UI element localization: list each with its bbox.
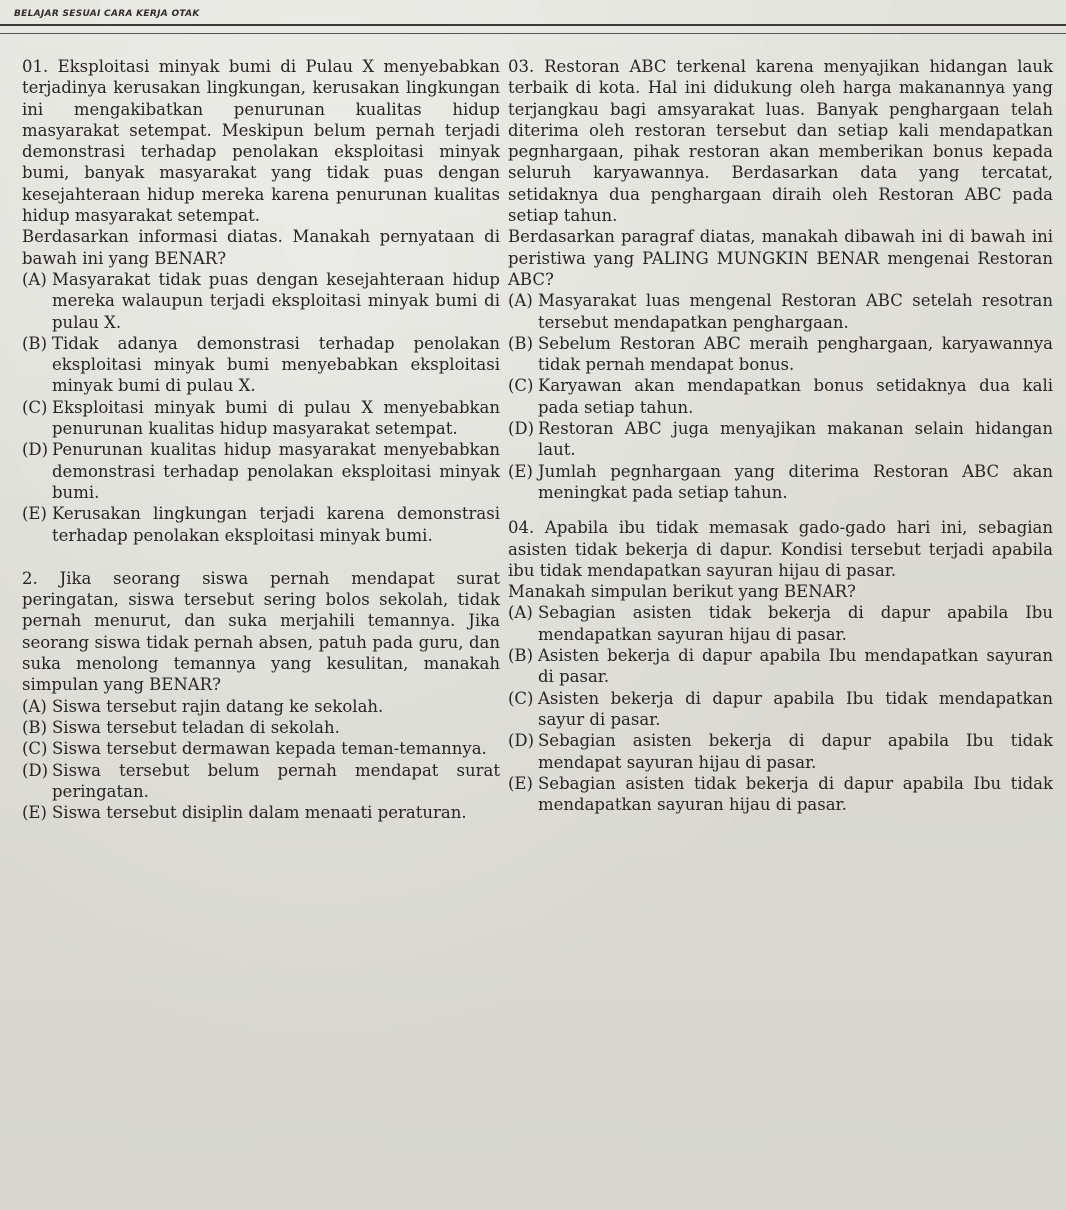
question-stem — [508, 517, 1053, 581]
option-b[interactable] — [508, 333, 1053, 376]
question-2 — [22, 568, 500, 824]
page-header — [0, 0, 1066, 40]
option-text: Asisten bekerja di dapur apabila Ibu tidak mendapatkan sayur di pasar. — [538, 688, 1053, 729]
option-text: Masyarakat luas mengenal Restoran ABC setelah resotran tersebut mendapatkan penghargaan. — [538, 291, 1053, 332]
option-e[interactable] — [22, 503, 500, 546]
option-text: Restoran ABC juga menyajikan makanan selain hidangan laut. — [538, 419, 1053, 460]
option-text: Siswa tersebut rajin datang ke sekolah. — [52, 696, 384, 716]
option-text: Penurunan kualitas hidup masyarakat menyebabkan demonstrasi terhadap penolakan eksploitasi minyak bumi. — [52, 440, 500, 502]
option-a[interactable] — [508, 602, 1053, 645]
option-label: (D) — [22, 760, 49, 780]
option-text: Siswa tersebut disiplin dalam menaati peraturan. — [52, 803, 467, 823]
option-text: Masyarakat tidak puas dengan kesejahteraan hidup mereka walaupun terjadi eksploitasi minyak bumi di pulau X. — [52, 269, 500, 332]
option-c[interactable] — [22, 397, 500, 440]
option-text: Sebagian asisten tidak bekerja di dapur apabila Ibu tidak mendapatkan sayuran hijau di pasar. — [538, 773, 1053, 815]
question-stem-text: Restoran ABC terkenal karena menyajikan hidangan lauk terbaik di kota. Hal ini didukung oleh harga makanannya yang terjangkau bagi amsyarakat luas. Banyak penghargaan telah diterima oleh restoran tersebut dan setiap kali mendapatkan pegnhargaan, pihak restoran akan memberikan bonus kepada seluruh karyawannya. Berdasarkan data yang tercatat, setidaknya dua penghargaan diraih oleh Restoran ABC pada setiap tahun. — [508, 57, 1054, 226]
option-label: (D) — [508, 731, 535, 751]
question-stem — [22, 56, 500, 226]
option-label: (D) — [22, 440, 49, 460]
option-label: (A) — [508, 603, 533, 623]
option-c[interactable] — [22, 738, 500, 759]
option-a[interactable] — [22, 269, 500, 333]
question-stem-text: Eksploitasi minyak bumi di Pulau X menyebabkan terjadinya kerusakan lingkungan, kerusakan lingkungan ini mengakibatkan penurunan kualitas hidup masyarakat setempat. Meskipun belum pernah terjadi demonstrasi terhadap penolakan eksploitasi minyak bumi, banyak masyarakat yang tidak puas dengan kesejahteraan hidup mereka karena penurunan kualitas hidup masyarakat setempat. — [22, 57, 500, 226]
option-text: Asisten bekerja di dapur apabila Ibu mendapatkan sayuran di pasar. — [538, 646, 1053, 687]
option-label: (B) — [508, 333, 533, 353]
option-label: (A) — [508, 291, 533, 311]
question-prompt: Manakah simpulan berikut yang BENAR? — [508, 582, 856, 602]
question-3 — [508, 56, 1053, 503]
option-label: (E) — [22, 803, 47, 823]
option-text: Siswa tersebut dermawan kepada teman-temannya. — [52, 739, 487, 759]
question-number: 03. — [508, 57, 535, 76]
left-column — [22, 56, 500, 823]
option-a[interactable] — [508, 290, 1053, 333]
right-column — [508, 56, 1053, 815]
question-number: 04. — [508, 518, 535, 538]
option-label: (C) — [508, 376, 534, 396]
option-label: (B) — [22, 333, 47, 353]
question-stem-text: Apabila ibu tidak memasak gado-gado hari ini, sebagian asisten tidak bekerja di dapur. Kondisi tersebut terjadi apabila ibu tidak mendapatkan sayuran hijau di pasar. — [508, 518, 1054, 580]
option-b[interactable] — [508, 645, 1053, 688]
option-label: (A) — [22, 696, 47, 716]
option-text: Sebelum Restoran ABC meraih penghargaan, karyawannya tidak pernah mendapat bonus. — [538, 333, 1053, 375]
option-text: Tidak adanya demonstrasi terhadap penolakan eksploitasi minyak bumi menyebabkan eksploitasi minyak bumi di pulau X. — [52, 333, 500, 396]
option-label: (E) — [22, 504, 47, 524]
question-prompt: Berdasarkan paragraf diatas, manakah dibawah ini di bawah ini peristiwa yang PALING MUNGKIN BENAR mengenai Restoran ABC? — [508, 227, 1053, 289]
option-d[interactable] — [508, 418, 1053, 461]
header-rule — [0, 24, 1066, 26]
option-label: (A) — [22, 269, 47, 289]
option-text: Jumlah pegnhargaan yang diterima Restoran ABC akan meningkat pada setiap tahun. — [538, 461, 1053, 502]
option-e[interactable] — [508, 461, 1053, 504]
option-label: (E) — [508, 461, 533, 481]
option-b[interactable] — [22, 717, 500, 738]
option-e[interactable] — [508, 773, 1053, 816]
option-label: (D) — [508, 419, 535, 439]
option-text: Sebagian asisten bekerja di dapur apabila Ibu tidak mendapat sayuran hijau di pasar. — [538, 731, 1053, 772]
header-rule-thin — [0, 33, 1066, 34]
question-stem — [22, 568, 500, 696]
option-text: Sebagian asisten tidak bekerja di dapur apabila Ibu mendapatkan sayuran hijau di pasar. — [538, 603, 1053, 644]
question-prompt: Berdasarkan informasi diatas. Manakah pernyataan di bawah ini yang BENAR? — [22, 227, 500, 268]
option-b[interactable] — [22, 333, 500, 397]
option-c[interactable] — [508, 688, 1053, 731]
brand-text: BELAJAR SESUAI CARA KERJA OTAK — [14, 9, 200, 19]
question-stem — [508, 56, 1053, 226]
question-number: 01. — [22, 57, 49, 76]
option-label: (C) — [508, 688, 534, 708]
option-text: Kerusakan lingkungan terjadi karena demonstrasi terhadap penolakan eksploitasi minyak bumi. — [52, 504, 500, 545]
option-text: Siswa tersebut belum pernah mendapat surat peringatan. — [52, 760, 500, 801]
option-text: Eksploitasi minyak bumi di pulau X menyebabkan penurunan kualitas hidup masyarakat setempat. — [52, 397, 500, 439]
option-label: (B) — [508, 646, 533, 666]
question-number: 2. — [22, 568, 38, 588]
option-c[interactable] — [508, 375, 1053, 418]
question-1 — [22, 56, 500, 546]
option-a[interactable] — [22, 696, 500, 717]
option-text: Karyawan akan mendapatkan bonus setidaknya dua kali pada setiap tahun. — [538, 376, 1053, 417]
option-d[interactable] — [22, 439, 500, 503]
option-label: (B) — [22, 717, 47, 737]
option-label: (C) — [22, 397, 48, 417]
option-d[interactable] — [508, 730, 1053, 773]
option-label: (E) — [508, 773, 533, 793]
option-label: (C) — [22, 739, 48, 759]
question-stem-text: Jika seorang siswa pernah mendapat surat peringatan, siswa tersebut sering bolos sekolah, tidak pernah menurut, dan suka merjahili temannya. Jika seorang siswa tidak pernah absen, patuh pada guru, dan suka menolong temannya yang kesulitan, manakah simpulan yang BENAR? — [22, 568, 500, 695]
option-e[interactable] — [22, 802, 500, 823]
option-d[interactable] — [22, 760, 500, 803]
question-4 — [508, 517, 1053, 815]
option-text: Siswa tersebut teladan di sekolah. — [52, 717, 340, 737]
